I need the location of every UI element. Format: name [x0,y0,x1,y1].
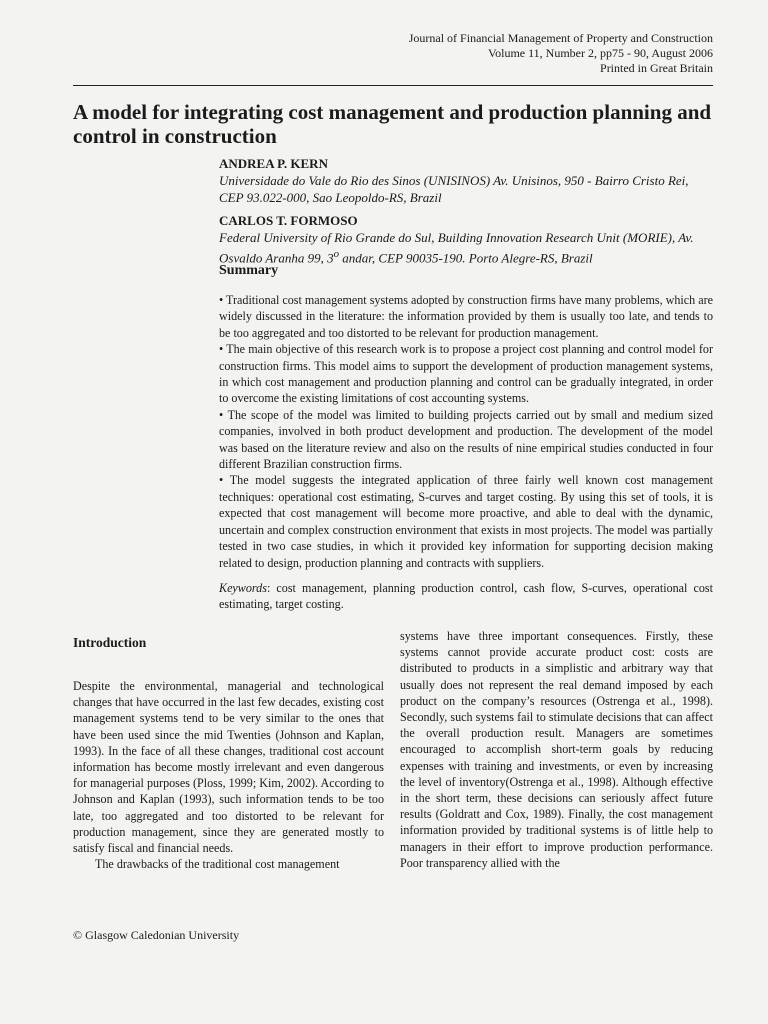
summary-point: • The model suggests the integrated application of three fairly well known cost management techniques: operational cost estimating, S-curves and target costing. By using this set of tools, it is expected that cost management will become more proactive, and able to deal with the dynamic, uncertain and complex construction environment that exists in most projects. The model was partially tested in two case studies, in which it provided key information for supporting decision making related to design, production planning and contracts with suppliers. [219,473,713,570]
right-column: systems have three important consequences. Firstly, these systems cannot provide accurate product cost: costs are distributed to products in a simplistic and arbitrary way that usually does not represent the real demand imposed by each product on the company’s resources (Ostrenga et al., 1998). Secondly, such systems fail to stimulate decisions that can affect the overall production result. Managers are sometimes encouraged to accomplish short-term goals by reducing expenses with training and investments, or even by increasing the level of inventory(Ostrenga et al., 1998). Although effective in the short term, these decisions can seriously affect future results (Goldratt and Cox, 1989). Finally, the cost management information provided by traditional systems is of little help to managers in their effort to improve production performance. Poor transparency allied with the [400,629,713,870]
journal-volume: Volume 11, Number 2, pp75 - 90, August 2006 [488,46,713,60]
author-name: ANDREA P. KERN [219,156,328,171]
introduction-heading: Introduction [73,635,147,650]
keywords-label: Keywords [219,581,267,595]
body-paragraph: Despite the environmental, managerial and technological changes that have occurred in the last few decades, existing cost management systems tend to be very similar to the ones that have been used since the mid Twenties (Johnson and Kaplan, 1993). In the face of all these changes, traditional cost account information has become mostly irrelevant and even dangerous for managerial purposes (Ploss, 1999; Kim, 2002). According to Johnson and Kaplan (1993), such information tends to be too late, too aggregated and too distorted to be relevant for production management, since they are generated mostly to satisfy fiscal and financial needs. [73,679,384,856]
journal-printed: Printed in Great Britain [600,61,713,75]
body-paragraph: The drawbacks of the traditional cost management [95,857,340,872]
author-affiliation [219,229,715,266]
keywords-text: : cost management, planning production control, cash flow, S-curves, operational cost estimating, target costing. [219,581,713,612]
summary-point: • The scope of the model was limited to building projects carried out by small and medium sized companies, involved in both product development and production. The development of the model was based on the literature review and also on the results of nine empirical studies conducted in four different Brazilian construction firms. [219,407,713,472]
header-rule [73,85,713,86]
summary-text [219,292,713,571]
summary-heading: Summary [219,263,279,278]
author-affiliation: Universidade do Vale do Rio des Sinos (UNISINOS) Av. Unisinos, 950 - Bairro Cristo Rei, CEP 93.022-000, Sao Leopoldo-RS, Brazil [219,173,689,205]
keywords [219,580,713,613]
copyright-footer: © Glasgow Caledonian University [73,928,240,942]
author-block [219,155,715,266]
summary-point: • Traditional cost management systems adopted by construction firms have many problems, which are widely discussed in the literature: the information provided by them is usually too late, and tends to be too aggregated and too distorted to be relevant for production management. [219,293,713,340]
left-column [73,678,384,872]
journal-name: Journal of Financial Management of Property and Construction [408,31,713,45]
affiliation-part: andar, CEP 90035-190. Porto Alegre-RS, Brazil [339,250,593,266]
author-name: CARLOS T. FORMOSO [219,213,358,228]
summary-point: • The main objective of this research work is to propose a project cost planning and control model for construction firms. This model aims to support the development of production management systems, in which cost management and production planning and control can be gradually integrated, in order to overcome the existing limitations of cost accounting systems. [219,342,713,406]
affiliation-part: Federal University of Rio Grande do Sul, Building Innovation Research Unit (MORIE), Av. Osvaldo Aranha 99, 3 [219,230,694,266]
paper-title: A model for integrating cost management and production planning and control in construction [73,100,712,148]
ordinal-superscript: o [333,248,340,260]
journal-header [409,31,713,76]
